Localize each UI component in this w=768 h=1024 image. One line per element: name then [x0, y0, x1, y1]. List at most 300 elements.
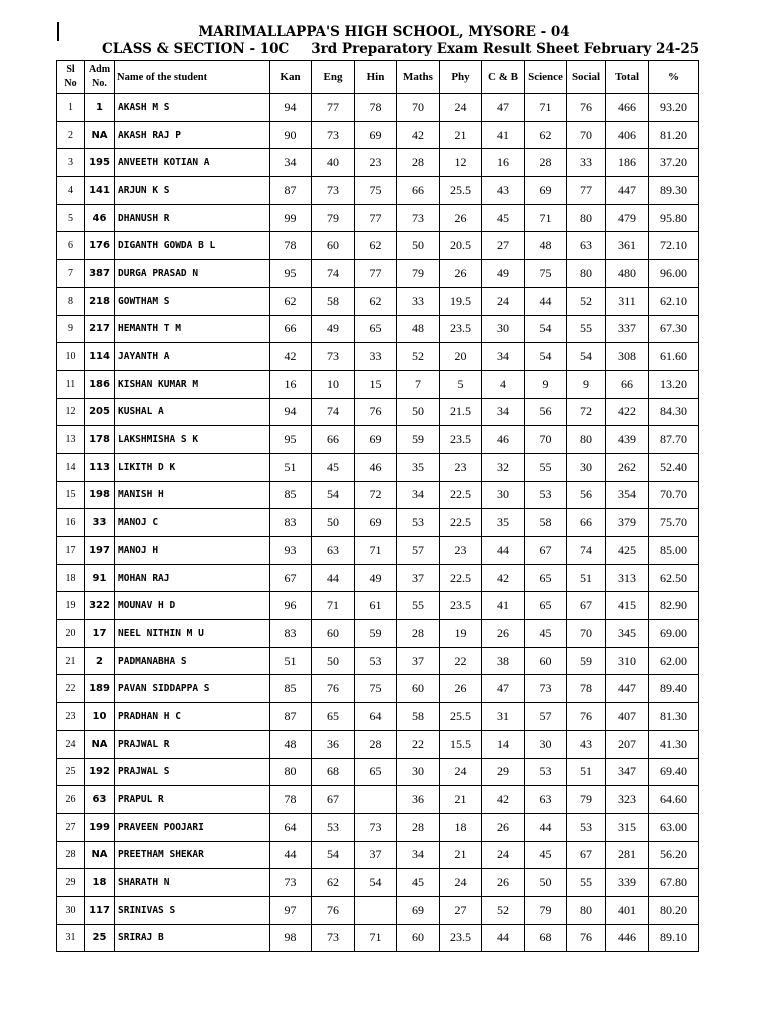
cell-phy: 22.5	[440, 564, 482, 592]
cell-phy: 22.5	[440, 509, 482, 537]
cell-percent: 81.20	[649, 121, 699, 149]
cell-adm-no: NA	[85, 841, 115, 869]
cell-social: 52	[567, 287, 606, 315]
cell-science: 67	[525, 537, 567, 565]
cell-science: 54	[525, 343, 567, 371]
table-row	[57, 592, 699, 620]
cell-science: 55	[525, 453, 567, 481]
cell-eng: 62	[312, 869, 355, 897]
table-row	[57, 398, 699, 426]
cell-eng: 79	[312, 204, 355, 232]
cell-phy: 24	[440, 94, 482, 122]
cell-science: 54	[525, 315, 567, 343]
cell-maths: 28	[397, 620, 440, 648]
cell-total: 406	[606, 121, 649, 149]
cell-social: 76	[567, 703, 606, 731]
cell-hin: 15	[355, 370, 397, 398]
cell-c-and-b: 46	[482, 426, 525, 454]
cell-total: 310	[606, 647, 649, 675]
cell-phy: 12	[440, 149, 482, 177]
cell-c-and-b: 4	[482, 370, 525, 398]
table-row	[57, 509, 699, 537]
cell-maths: 59	[397, 426, 440, 454]
cell-social: 53	[567, 813, 606, 841]
cell-social: 33	[567, 149, 606, 177]
cell-total: 186	[606, 149, 649, 177]
cell-science: 79	[525, 896, 567, 924]
cell-maths: 28	[397, 813, 440, 841]
cell-sl-no: 27	[57, 813, 85, 841]
cell-student-name: MOHAN RAJ	[115, 564, 270, 592]
cell-adm-no: 199	[85, 813, 115, 841]
col-student-name: Name of the student	[115, 61, 270, 94]
cell-total: 339	[606, 869, 649, 897]
cell-phy: 25.5	[440, 177, 482, 205]
cell-c-and-b: 34	[482, 343, 525, 371]
cell-science: 73	[525, 675, 567, 703]
cell-c-and-b: 42	[482, 564, 525, 592]
cell-hin: 69	[355, 509, 397, 537]
cell-sl-no: 11	[57, 370, 85, 398]
cell-science: 30	[525, 730, 567, 758]
cell-kan: 90	[270, 121, 312, 149]
cell-science: 69	[525, 177, 567, 205]
cell-sl-no: 25	[57, 758, 85, 786]
table-row	[57, 343, 699, 371]
cell-adm-no: 322	[85, 592, 115, 620]
cell-c-and-b: 29	[482, 758, 525, 786]
cell-kan: 99	[270, 204, 312, 232]
cell-sl-no: 20	[57, 620, 85, 648]
cell-total: 308	[606, 343, 649, 371]
cell-c-and-b: 14	[482, 730, 525, 758]
cell-c-and-b: 44	[482, 924, 525, 952]
cell-c-and-b: 47	[482, 94, 525, 122]
school-title: MARIMALLAPPA'S HIGH SCHOOL, MYSORE - 04	[198, 24, 570, 40]
cell-c-and-b: 30	[482, 481, 525, 509]
cell-adm-no: 195	[85, 149, 115, 177]
table-row	[57, 315, 699, 343]
cell-hin	[355, 786, 397, 814]
cell-hin: 33	[355, 343, 397, 371]
cell-kan: 67	[270, 564, 312, 592]
cell-eng: 67	[312, 786, 355, 814]
cell-total: 415	[606, 592, 649, 620]
col-sl-no: Sl No	[57, 61, 85, 94]
cell-sl-no: 31	[57, 924, 85, 952]
cell-phy: 21	[440, 841, 482, 869]
cell-hin: 75	[355, 177, 397, 205]
cell-student-name: ARJUN K S	[115, 177, 270, 205]
cell-percent: 63.00	[649, 813, 699, 841]
cell-maths: 34	[397, 481, 440, 509]
cell-kan: 51	[270, 647, 312, 675]
cell-hin: 77	[355, 204, 397, 232]
cell-kan: 83	[270, 620, 312, 648]
cell-phy: 26	[440, 204, 482, 232]
table-row	[57, 260, 699, 288]
cell-adm-no: 33	[85, 509, 115, 537]
cell-kan: 95	[270, 260, 312, 288]
cell-total: 361	[606, 232, 649, 260]
cell-sl-no: 12	[57, 398, 85, 426]
cell-phy: 23.5	[440, 924, 482, 952]
cell-total: 379	[606, 509, 649, 537]
cell-kan: 96	[270, 592, 312, 620]
col-c-and-b: C & B	[482, 61, 525, 94]
cell-percent: 62.50	[649, 564, 699, 592]
cell-phy: 19.5	[440, 287, 482, 315]
cell-maths: 79	[397, 260, 440, 288]
cell-eng: 49	[312, 315, 355, 343]
cell-kan: 87	[270, 177, 312, 205]
cell-hin: 76	[355, 398, 397, 426]
cell-social: 79	[567, 786, 606, 814]
cell-student-name: DHANUSH R	[115, 204, 270, 232]
cell-maths: 30	[397, 758, 440, 786]
cell-phy: 22	[440, 647, 482, 675]
cell-c-and-b: 26	[482, 869, 525, 897]
cell-maths: 60	[397, 675, 440, 703]
cell-social: 30	[567, 453, 606, 481]
cell-science: 65	[525, 564, 567, 592]
cell-eng: 74	[312, 260, 355, 288]
cell-c-and-b: 52	[482, 896, 525, 924]
cell-kan: 87	[270, 703, 312, 731]
cell-percent: 13.20	[649, 370, 699, 398]
cell-kan: 93	[270, 537, 312, 565]
cell-phy: 5	[440, 370, 482, 398]
cell-eng: 40	[312, 149, 355, 177]
cell-c-and-b: 45	[482, 204, 525, 232]
cell-phy: 23	[440, 537, 482, 565]
cell-science: 65	[525, 592, 567, 620]
table-row	[57, 287, 699, 315]
cell-science: 68	[525, 924, 567, 952]
cell-student-name: PRAVEEN POOJARI	[115, 813, 270, 841]
cell-total: 281	[606, 841, 649, 869]
cell-student-name: SHARATH N	[115, 869, 270, 897]
cell-social: 67	[567, 841, 606, 869]
cell-maths: 69	[397, 896, 440, 924]
cell-science: 44	[525, 813, 567, 841]
cell-c-and-b: 32	[482, 453, 525, 481]
table-row	[57, 730, 699, 758]
table-row	[57, 149, 699, 177]
cell-science: 44	[525, 287, 567, 315]
cell-science: 53	[525, 481, 567, 509]
cell-student-name: MANOJ C	[115, 509, 270, 537]
cell-kan: 83	[270, 509, 312, 537]
cell-social: 54	[567, 343, 606, 371]
cell-adm-no: 198	[85, 481, 115, 509]
cell-student-name: LAKSHMISHA S K	[115, 426, 270, 454]
cell-student-name: MANOJ H	[115, 537, 270, 565]
cell-hin: 75	[355, 675, 397, 703]
table-row	[57, 675, 699, 703]
cell-science: 63	[525, 786, 567, 814]
cell-sl-no: 9	[57, 315, 85, 343]
cell-total: 407	[606, 703, 649, 731]
cell-c-and-b: 24	[482, 841, 525, 869]
cell-science: 28	[525, 149, 567, 177]
cell-total: 207	[606, 730, 649, 758]
cell-hin: 53	[355, 647, 397, 675]
cell-eng: 66	[312, 426, 355, 454]
cell-eng: 50	[312, 509, 355, 537]
cell-eng: 54	[312, 481, 355, 509]
cell-eng: 58	[312, 287, 355, 315]
cell-adm-no: 189	[85, 675, 115, 703]
cell-adm-no: 218	[85, 287, 115, 315]
col-kan: Kan	[270, 61, 312, 94]
cell-adm-no: 186	[85, 370, 115, 398]
table-row	[57, 703, 699, 731]
table-row	[57, 537, 699, 565]
cell-phy: 24	[440, 758, 482, 786]
cell-hin: 73	[355, 813, 397, 841]
cell-c-and-b: 30	[482, 315, 525, 343]
cell-c-and-b: 43	[482, 177, 525, 205]
col-eng: Eng	[312, 61, 355, 94]
cell-maths: 73	[397, 204, 440, 232]
cell-sl-no: 10	[57, 343, 85, 371]
table-row	[57, 453, 699, 481]
cell-adm-no: 217	[85, 315, 115, 343]
cell-total: 323	[606, 786, 649, 814]
cell-maths: 48	[397, 315, 440, 343]
cell-maths: 70	[397, 94, 440, 122]
cell-science: 58	[525, 509, 567, 537]
cell-total: 313	[606, 564, 649, 592]
cell-kan: 85	[270, 675, 312, 703]
cell-total: 447	[606, 675, 649, 703]
cell-eng: 73	[312, 121, 355, 149]
cell-student-name: AKASH RAJ P	[115, 121, 270, 149]
cell-hin: 65	[355, 315, 397, 343]
cell-social: 56	[567, 481, 606, 509]
cell-eng: 77	[312, 94, 355, 122]
cell-kan: 80	[270, 758, 312, 786]
table-row	[57, 94, 699, 122]
cell-percent: 64.60	[649, 786, 699, 814]
table-row	[57, 620, 699, 648]
cell-adm-no: NA	[85, 121, 115, 149]
cell-maths: 34	[397, 841, 440, 869]
cell-phy: 20	[440, 343, 482, 371]
cell-maths: 53	[397, 509, 440, 537]
cell-total: 446	[606, 924, 649, 952]
cell-sl-no: 19	[57, 592, 85, 620]
cell-percent: 67.80	[649, 869, 699, 897]
cell-adm-no: 46	[85, 204, 115, 232]
cell-hin: 59	[355, 620, 397, 648]
table-row	[57, 647, 699, 675]
cell-adm-no: 18	[85, 869, 115, 897]
cell-hin: 49	[355, 564, 397, 592]
cell-sl-no: 29	[57, 869, 85, 897]
cell-student-name: PADMANABHA S	[115, 647, 270, 675]
cell-c-and-b: 26	[482, 813, 525, 841]
cell-social: 66	[567, 509, 606, 537]
cell-sl-no: 16	[57, 509, 85, 537]
cell-social: 67	[567, 592, 606, 620]
cell-hin: 72	[355, 481, 397, 509]
cell-total: 311	[606, 287, 649, 315]
cell-adm-no: 114	[85, 343, 115, 371]
cell-phy: 21.5	[440, 398, 482, 426]
cell-maths: 37	[397, 647, 440, 675]
cell-kan: 34	[270, 149, 312, 177]
cell-science: 48	[525, 232, 567, 260]
exam-subtitle	[102, 41, 699, 57]
cell-percent: 87.70	[649, 426, 699, 454]
cell-total: 422	[606, 398, 649, 426]
cell-kan: 78	[270, 786, 312, 814]
cell-eng: 53	[312, 813, 355, 841]
table-row	[57, 924, 699, 952]
cell-hin: 54	[355, 869, 397, 897]
cell-science: 56	[525, 398, 567, 426]
cell-maths: 50	[397, 398, 440, 426]
cell-social: 70	[567, 121, 606, 149]
cell-student-name: PREETHAM SHEKAR	[115, 841, 270, 869]
cell-eng: 73	[312, 924, 355, 952]
cell-c-and-b: 16	[482, 149, 525, 177]
cell-sl-no: 30	[57, 896, 85, 924]
cell-phy: 24	[440, 869, 482, 897]
table-row	[57, 813, 699, 841]
cell-student-name: AKASH M S	[115, 94, 270, 122]
cell-maths: 22	[397, 730, 440, 758]
cell-adm-no: 113	[85, 453, 115, 481]
cell-kan: 98	[270, 924, 312, 952]
cell-student-name: MOUNAV H D	[115, 592, 270, 620]
cell-student-name: KUSHAL A	[115, 398, 270, 426]
cell-percent: 61.60	[649, 343, 699, 371]
cell-student-name: PRADHAN H C	[115, 703, 270, 731]
cell-total: 425	[606, 537, 649, 565]
cell-total: 401	[606, 896, 649, 924]
cell-adm-no: 192	[85, 758, 115, 786]
cell-phy: 19	[440, 620, 482, 648]
cell-c-and-b: 42	[482, 786, 525, 814]
cell-percent: 82.90	[649, 592, 699, 620]
cell-maths: 33	[397, 287, 440, 315]
cell-total: 347	[606, 758, 649, 786]
cell-adm-no: 141	[85, 177, 115, 205]
cell-student-name: DURGA PRASAD N	[115, 260, 270, 288]
cell-percent: 69.00	[649, 620, 699, 648]
cell-percent: 70.70	[649, 481, 699, 509]
cell-eng: 71	[312, 592, 355, 620]
cell-science: 70	[525, 426, 567, 454]
cell-social: 76	[567, 94, 606, 122]
cell-maths: 35	[397, 453, 440, 481]
cell-hin: 23	[355, 149, 397, 177]
cell-maths: 57	[397, 537, 440, 565]
cell-total: 315	[606, 813, 649, 841]
cell-student-name: LIKITH D K	[115, 453, 270, 481]
cell-phy: 21	[440, 121, 482, 149]
table-row	[57, 204, 699, 232]
cell-hin: 71	[355, 924, 397, 952]
col-science: Science	[525, 61, 567, 94]
cell-student-name: SRIRAJ B	[115, 924, 270, 952]
cell-c-and-b: 47	[482, 675, 525, 703]
cell-eng: 68	[312, 758, 355, 786]
table-row	[57, 564, 699, 592]
cell-kan: 66	[270, 315, 312, 343]
cell-sl-no: 17	[57, 537, 85, 565]
cell-maths: 58	[397, 703, 440, 731]
cell-adm-no: 10	[85, 703, 115, 731]
cell-percent: 72.10	[649, 232, 699, 260]
cell-hin: 78	[355, 94, 397, 122]
cell-kan: 94	[270, 94, 312, 122]
cell-phy: 23.5	[440, 426, 482, 454]
cell-hin: 71	[355, 537, 397, 565]
cell-hin: 62	[355, 232, 397, 260]
cell-science: 75	[525, 260, 567, 288]
cell-maths: 42	[397, 121, 440, 149]
col-total: Total	[606, 61, 649, 94]
cell-total: 466	[606, 94, 649, 122]
cell-c-and-b: 44	[482, 537, 525, 565]
cell-maths: 55	[397, 592, 440, 620]
cell-hin: 46	[355, 453, 397, 481]
header-row	[57, 61, 699, 94]
cell-c-and-b: 38	[482, 647, 525, 675]
cell-phy: 23	[440, 453, 482, 481]
cell-percent: 96.00	[649, 260, 699, 288]
cell-phy: 21	[440, 786, 482, 814]
cell-science: 60	[525, 647, 567, 675]
cell-percent: 93.20	[649, 94, 699, 122]
cell-eng: 10	[312, 370, 355, 398]
cell-social: 51	[567, 758, 606, 786]
cell-social: 80	[567, 426, 606, 454]
cell-eng: 76	[312, 896, 355, 924]
cell-percent: 62.00	[649, 647, 699, 675]
cell-hin: 69	[355, 426, 397, 454]
cell-science: 71	[525, 94, 567, 122]
cell-hin: 61	[355, 592, 397, 620]
cell-total: 262	[606, 453, 649, 481]
cell-kan: 51	[270, 453, 312, 481]
table-row	[57, 786, 699, 814]
col-phy: Phy	[440, 61, 482, 94]
table-row	[57, 869, 699, 897]
cell-phy: 26	[440, 260, 482, 288]
cell-adm-no: 387	[85, 260, 115, 288]
table-row	[57, 841, 699, 869]
cell-percent: 37.20	[649, 149, 699, 177]
cell-total: 447	[606, 177, 649, 205]
cell-sl-no: 26	[57, 786, 85, 814]
cell-sl-no: 2	[57, 121, 85, 149]
cell-science: 45	[525, 841, 567, 869]
cell-science: 71	[525, 204, 567, 232]
table-row	[57, 232, 699, 260]
cell-c-and-b: 41	[482, 592, 525, 620]
cell-adm-no: 197	[85, 537, 115, 565]
cell-maths: 52	[397, 343, 440, 371]
cell-social: 63	[567, 232, 606, 260]
cell-c-and-b: 34	[482, 398, 525, 426]
cell-total: 345	[606, 620, 649, 648]
cell-total: 439	[606, 426, 649, 454]
